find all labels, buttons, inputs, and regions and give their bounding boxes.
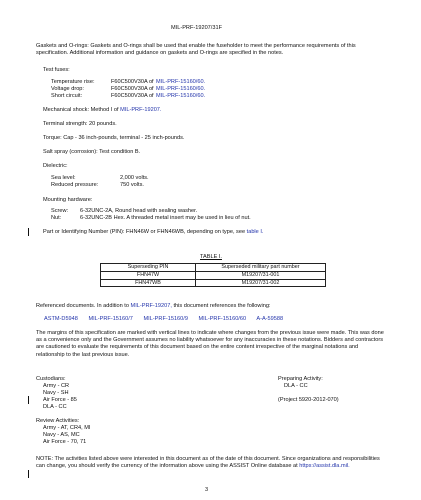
pin-paragraph <box>43 229 263 236</box>
dielectric-heading: Dielectric: <box>43 163 68 169</box>
change-bar <box>28 470 29 478</box>
mechanical-shock-text: Mechanical shock: Method I of <box>43 107 119 113</box>
mechanical-shock <box>43 107 161 114</box>
custodian-line: Navy - SH <box>43 390 69 396</box>
review-line: Navy - AS, MC <box>43 432 80 438</box>
test-fuse-label: Temperature rise: <box>51 79 95 85</box>
table-cell: M19207/31-001 <box>196 271 326 279</box>
dielectric-value: 2,000 volts. <box>120 175 149 181</box>
preparing-heading: Preparing Activity: <box>278 376 323 382</box>
torque: Torque: Cap - 36 inch-pounds, terminal - 25 inch-pounds. <box>43 135 185 141</box>
reference-link[interactable]: MIL-PRF-15160/9 <box>143 316 188 322</box>
table-header-row <box>101 264 326 272</box>
document-number: MIL-PRF-19207/31F <box>171 25 222 31</box>
activities-note <box>36 456 388 470</box>
review-line: Air Force - 70, 71 <box>43 439 87 445</box>
table-row <box>101 271 326 279</box>
project-number: (Project 5920-2012-070) <box>278 397 339 403</box>
salt-spray: Salt spray (corrosion): Test condition B. <box>43 149 141 155</box>
test-fuse-value: F60C500V30A of <box>111 93 154 99</box>
table-header-cell: Superseded military part number <box>196 264 326 272</box>
test-fuse-label: Voltage drop: <box>51 86 84 92</box>
referenced-text-after: this document references the following: <box>173 303 271 309</box>
dielectric-value: 750 volts. <box>120 182 144 188</box>
table-cell: FHN47W <box>101 271 196 279</box>
terminal-strength: Terminal strength: 20 pounds. <box>43 121 117 127</box>
custodian-line: Army - CR <box>43 383 70 389</box>
custodians-heading: Custodians: <box>36 376 66 382</box>
screw-label: Screw: <box>51 208 69 214</box>
preparing-line: DLA - CC <box>284 383 308 389</box>
nut-label: Nut: <box>51 215 62 221</box>
table-ref-link[interactable]: table I. <box>246 229 264 235</box>
custodian-line: Air Force - 85 <box>43 397 77 403</box>
reference-list <box>44 316 292 323</box>
reference-link[interactable]: MIL-PRF-15160/7 <box>88 316 133 322</box>
screw-value: 6-32UNC-2A, Round head with sealing washer. <box>80 208 198 214</box>
mounting-heading: Mounting hardware: <box>43 197 93 203</box>
pin-table <box>100 263 326 287</box>
test-fuse-ref-link[interactable]: MIL-PRF-15160/60. <box>156 86 206 92</box>
referenced-documents <box>36 303 270 310</box>
referenced-text-before: Referenced documents. In addition to <box>36 303 129 309</box>
referenced-spec-link[interactable]: MIL-PRF-19207, <box>130 303 172 309</box>
reference-link[interactable]: MIL-PRF-15160/60 <box>198 316 247 322</box>
pin-text: Part or Identifying Number (PIN): FHN46W or FHN46WB, depending on type, see <box>43 229 246 235</box>
table-cell: FHN47WB <box>101 279 196 287</box>
review-line: Army - AT, CR4, MI <box>43 425 91 431</box>
test-fuse-ref-link[interactable]: MIL-PRF-15160/60. <box>156 79 206 85</box>
test-fuses-heading: Test fuses: <box>43 67 70 73</box>
page-number: 3 <box>205 487 209 493</box>
review-heading: Review Activities: <box>36 418 80 424</box>
custodian-line: DLA - CC <box>43 404 67 410</box>
test-fuse-label: Short circuit: <box>51 93 83 99</box>
change-bar <box>28 228 29 236</box>
assist-link[interactable]: https://assist.dla.mil. <box>299 463 350 470</box>
dielectric-label: Reduced pressure: <box>51 182 99 188</box>
mechanical-shock-ref-link[interactable]: MIL-PRF-19207. <box>120 107 162 113</box>
margins-note: The margins of this specification are marked with vertical lines to indicate where changes from the previous issue were made. This was done as a convenience only and the Government assumes no liability whatsoever for any inaccuracies in these notations. Bidders and contractors are cautioned to evaluate the requirements of this document based on the entire content irrespective of the marginal notations and relationship to the last previous issue. <box>36 330 384 358</box>
nut-value: 6-32UNC-2B Hex. A threaded metal insert may be used in lieu of nut. <box>80 215 251 221</box>
note-text: NOTE: The activities listed above were interested in this document as of the date of this document. Since organizations and responsibilities can change, you should verify the currency of the information above using the ASSIST Online database at <box>36 456 380 470</box>
gaskets-paragraph: Gaskets and O-rings: Gaskets and O-rings shall be used that enable the fuseholder to meet the performance requirements of this specification. Additional information and guidance on gaskets and O-rings are specified in the notes. <box>36 43 356 57</box>
test-fuse-value: F60C500V30A of <box>111 79 154 85</box>
reference-link[interactable]: A-A-59588 <box>256 316 284 322</box>
table-header-cell: Superseding PIN <box>101 264 196 272</box>
change-bar <box>28 396 29 404</box>
table-cell: M19207/31-002 <box>196 279 326 287</box>
reference-link[interactable]: ASTM-D5948 <box>44 316 78 322</box>
table-row <box>101 279 326 287</box>
test-fuse-value: F60C500V30A of <box>111 86 154 92</box>
test-fuse-ref-link[interactable]: MIL-PRF-15160/60. <box>156 93 206 99</box>
table-title: TABLE I. <box>200 254 222 260</box>
dielectric-label: Sea level: <box>51 175 76 181</box>
